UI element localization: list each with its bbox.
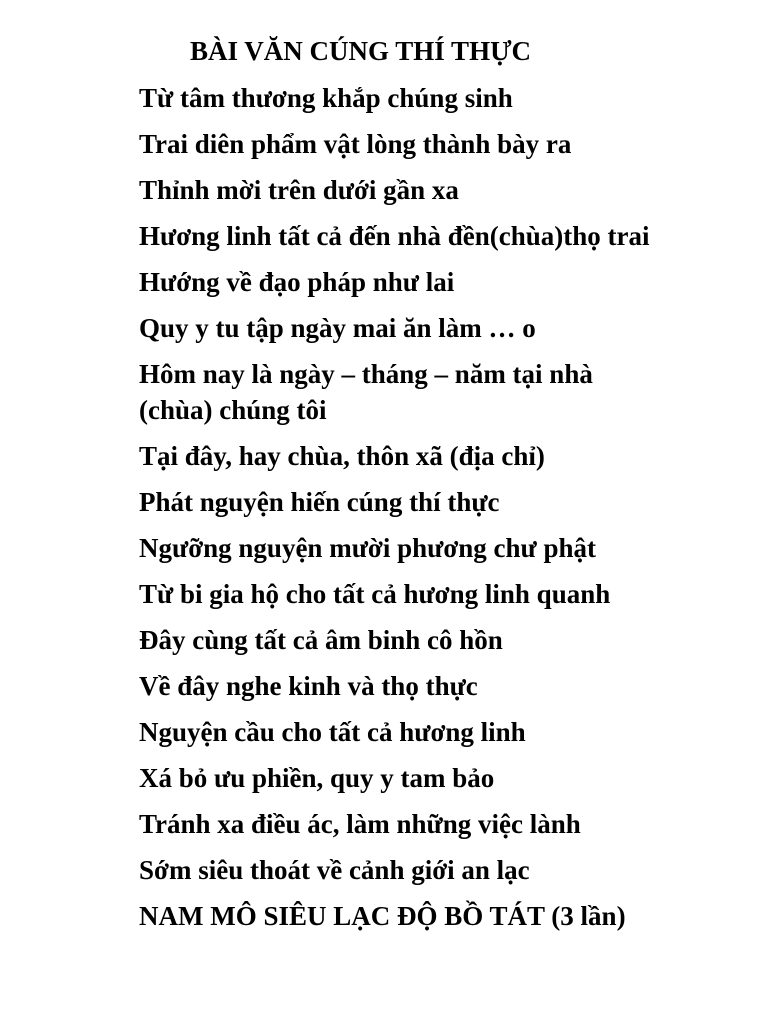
verse-line: Từ tâm thương khắp chúng sinh xyxy=(139,83,513,113)
verse-line: Phát nguyện hiến cúng thí thực xyxy=(139,487,500,517)
verse-line: Trai diên phẩm vật lòng thành bày ra xyxy=(139,129,572,159)
verse-line-part: (chùa) chúng tôi xyxy=(139,395,327,425)
verse-line: Xá bỏ ưu phiền, quy y tam bảo xyxy=(139,763,495,793)
verse-line: Thỉnh mời trên dưới gần xa xyxy=(139,175,459,205)
verse-line: NAM MÔ SIÊU LẠC ĐỘ BỒ TÁT (3 lần) xyxy=(139,901,626,931)
verse-line-part: Hôm nay là ngày – tháng – năm tại nhà xyxy=(139,359,593,389)
verse-line: Hương linh tất cả đến nhà đền(chùa)thọ trai xyxy=(139,221,650,251)
verse-line: Đây cùng tất cả âm binh cô hồn xyxy=(139,625,503,655)
verse-line: Sớm siêu thoát về cảnh giới an lạc xyxy=(139,855,530,885)
verse-list xyxy=(139,80,749,944)
document-title: BÀI VĂN CÚNG THÍ THỰC xyxy=(190,36,532,66)
verse-line: Nguyện cầu cho tất cả hương linh xyxy=(139,717,526,747)
verse-line: Tránh xa điều ác, làm những việc lành xyxy=(139,809,581,839)
verse-line: Từ bi gia hộ cho tất cả hương linh quanh xyxy=(139,579,611,609)
verse-line: Về đây nghe kinh và thọ thực xyxy=(139,671,478,701)
verse-line: Hướng về đạo pháp như lai xyxy=(139,267,455,297)
verse-line xyxy=(139,356,749,428)
verse-line: Quy y tu tập ngày mai ăn làm … o xyxy=(139,313,536,343)
verse-line: Tại đây, hay chùa, thôn xã (địa chỉ) xyxy=(139,441,545,471)
verse-line: Ngưỡng nguyện mười phương chư phật xyxy=(139,533,597,563)
